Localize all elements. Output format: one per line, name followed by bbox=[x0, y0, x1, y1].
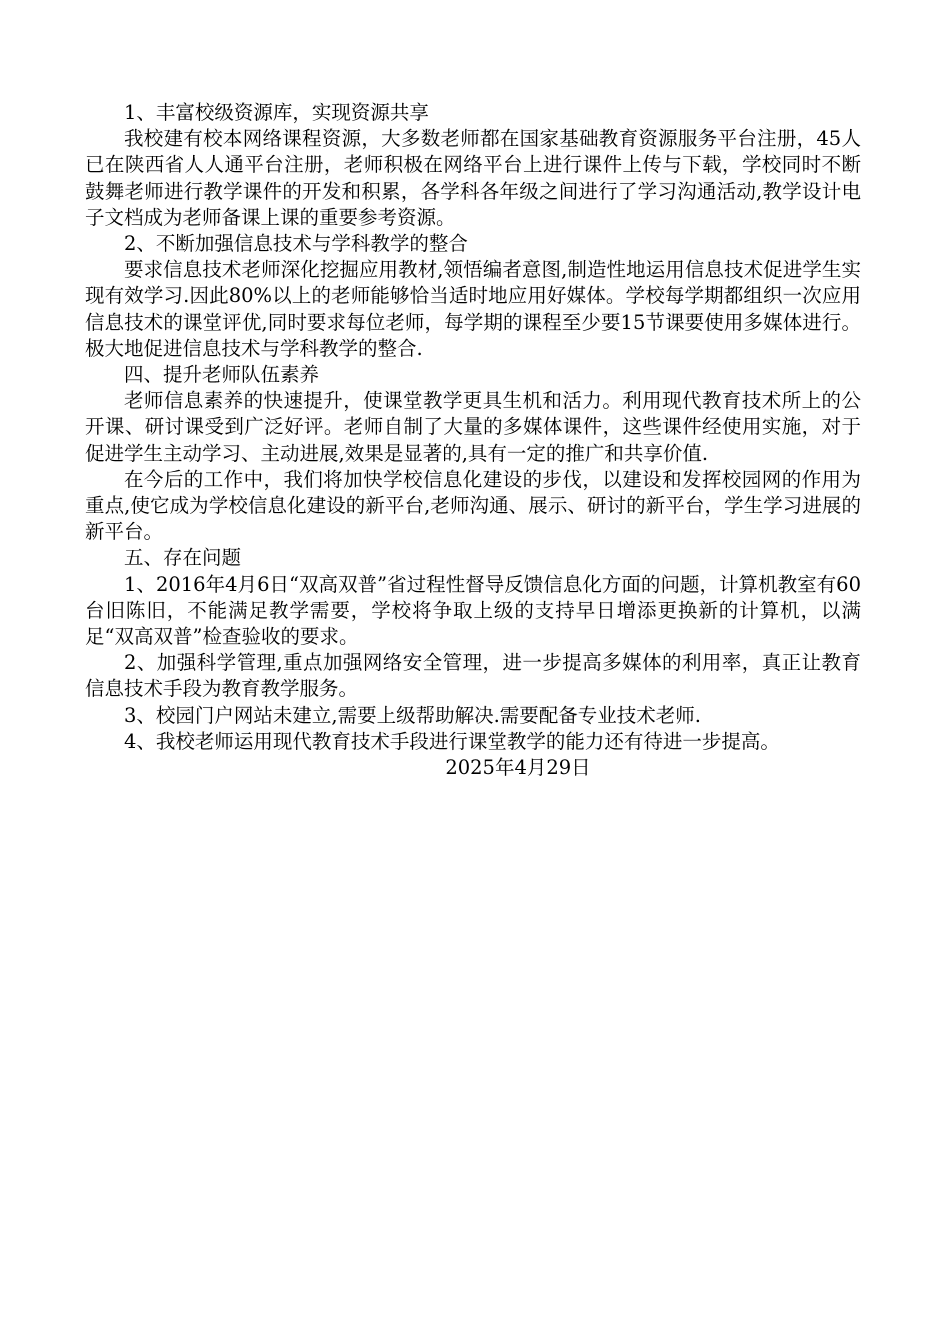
problem-item-1: 1、2016年4月6日“双高双普”省过程性督导反馈信息化方面的问题，计算机教室有60台旧陈旧，不能满足教学需要，学校将争取上级的支持早日增添更换新的计算机，以满足“双高双普”检查验收的要求。 bbox=[85, 572, 861, 649]
heading-resource-library: 1、丰富校级资源库，实现资源共享 bbox=[124, 101, 429, 124]
document-body bbox=[85, 100, 861, 781]
heading-it-integration: 2、不断加强信息技术与学科教学的整合 bbox=[124, 232, 468, 256]
document-date: 2025年4月29日 bbox=[445, 756, 591, 780]
problem-item-3: 3、校园门户网站未建立,需要上级帮助解决.需要配备专业技术老师. bbox=[124, 703, 702, 727]
problem-item-2: 2、加强科学管理,重点加强网络安全管理，进一步提高多媒体的利用率，真正让教育信息技术手段为教育教学服务。 bbox=[85, 651, 861, 701]
paragraph-teacher-quality: 老师信息素养的快速提升，使课堂教学更具生机和活力。利用现代教育技术所上的公开课、研讨课受到广泛好评。老师自制了大量的多媒体课件，这些课件经使用实施，对于促进学生主动学习、主动进展,效果是显著的,具有一定的推广和共享价值. bbox=[85, 389, 861, 465]
paragraph-future-work: 在今后的工作中，我们将加快学校信息化建设的步伐，以建设和发挥校园网的作用为重点,使它成为学校信息化建设的新平台,老师沟通、展示、研讨的新平台，学生学习进展的新平台。 bbox=[85, 467, 861, 544]
problem-item-4: 4、我校老师运用现代教育技术手段进行课堂教学的能力还有待进一步提高。 bbox=[124, 729, 780, 753]
paragraph-it-integration: 要求信息技术老师深化挖掘应用教材,领悟编者意图,制造性地运用信息技术促进学生实现有效学习.因此80%以上的老师能够恰当适时地应用好媒体。学校每学期都组织一次应用信息技术的课堂评优,同时要求每位老师，每学期的课程至少要15节课要使用多媒体进行。极大地促进信息技术与学科教学的整合. bbox=[85, 258, 861, 360]
heading-teacher-quality: 四、提升老师队伍素养 bbox=[124, 363, 320, 387]
heading-existing-problems: 五、存在问题 bbox=[124, 546, 242, 570]
paragraph-resource-library: 我校建有校本网络课程资源，大多数老师都在国家基础教育资源服务平台注册，45人已在陕西省人人通平台注册，老师积极在网络平台上进行课件上传与下载，学校同时不断鼓舞老师进行教学课件的开发和积累，各学科各年级之间进行了学习沟通活动,教学设计电子文档成为老师备课上课的重要参考资源。 bbox=[85, 127, 861, 229]
